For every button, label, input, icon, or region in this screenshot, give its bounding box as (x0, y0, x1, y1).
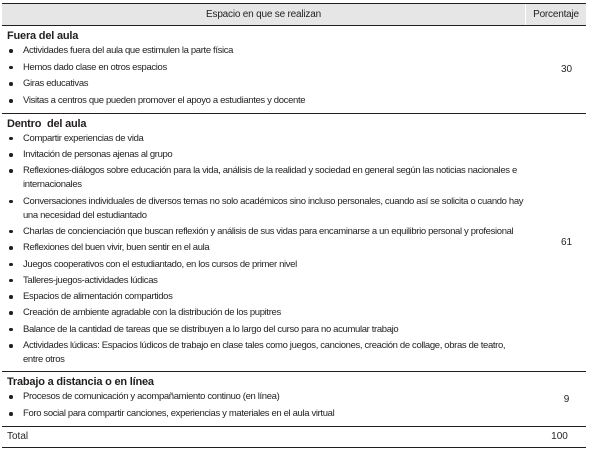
item-list (7, 44, 525, 108)
list-item: Juegos cooperativos con el estudiantado, en los cursos de primer nivel (7, 258, 525, 272)
section-dentro-del-aula (2, 114, 586, 373)
list-item: Balance de la cantidad de tareas que se distribuyen a lo largo del curso para no acumular trabajo (7, 323, 525, 337)
list-item: Talleres-juegos-actividades lúdicas (7, 274, 525, 288)
activities-table (2, 3, 586, 448)
section-percent: 61 (560, 237, 573, 249)
list-item: Procesos de comunicación y acompañamiento continuo (en línea) (7, 390, 525, 404)
list-item: Foro social para compartir canciones, experiencias y materiales en el aula virtual (7, 407, 525, 421)
list-item: Actividades lúdicas: Espacios lúdicos de trabajo en clase tales como juegos, canciones, creación de collage, obras de teatro, entre otros (7, 339, 525, 367)
section-percent: 9 (563, 393, 570, 405)
list-item: Conversaciones individuales de diversos temas no solo académicos sino incluso personales, cuando así se solicita o cuando hay una necesidad del estudiantado (7, 195, 525, 223)
table-header (2, 4, 586, 26)
total-label: Total (7, 431, 29, 443)
total-row (2, 427, 586, 447)
list-item: Visitas a centros que pueden promover el apoyo a estudiantes y docente (7, 94, 525, 108)
list-item: Espacios de alimentación compartidos (7, 290, 525, 304)
list-item: Reflexiones del buen vivir, buen sentir en el aula (7, 241, 525, 255)
section-title: Dentro del aula (7, 117, 87, 130)
list-item: Hemos dado clase en otros espacios (7, 61, 525, 75)
section-fuera-del-aula (2, 26, 586, 114)
section-percent: 30 (560, 63, 573, 75)
list-item: Actividades fuera del aula que estimulen la parte física (7, 44, 525, 58)
list-item: Invitación de personas ajenas al grupo (7, 148, 525, 162)
section-title: Trabajo a distancia o en línea (7, 376, 154, 389)
header-percent: Porcentaje (533, 9, 579, 20)
list-item: Creación de ambiente agradable con la distribución de los pupitres (7, 306, 525, 320)
total-value: 100 (551, 431, 568, 443)
section-trabajo-a-distancia (2, 372, 586, 426)
list-item: Giras educativas (7, 77, 525, 91)
list-item: Compartir experiencias de vida (7, 132, 525, 146)
list-item: Reflexiones-diálogos sobre educación para la vida, análisis de la realidad y sociedad en general según las noticias nacionales e internacionales (7, 164, 525, 192)
header-space: Espacio en que se realizan (2, 4, 526, 25)
list-item: Charlas de concienciación que buscan reflexión y análisis de sus vidas para encaminarse a un equilibrio personal y profesional (7, 225, 525, 239)
item-list (7, 390, 525, 421)
section-title: Fuera del aula (7, 30, 79, 42)
item-list (7, 132, 525, 367)
